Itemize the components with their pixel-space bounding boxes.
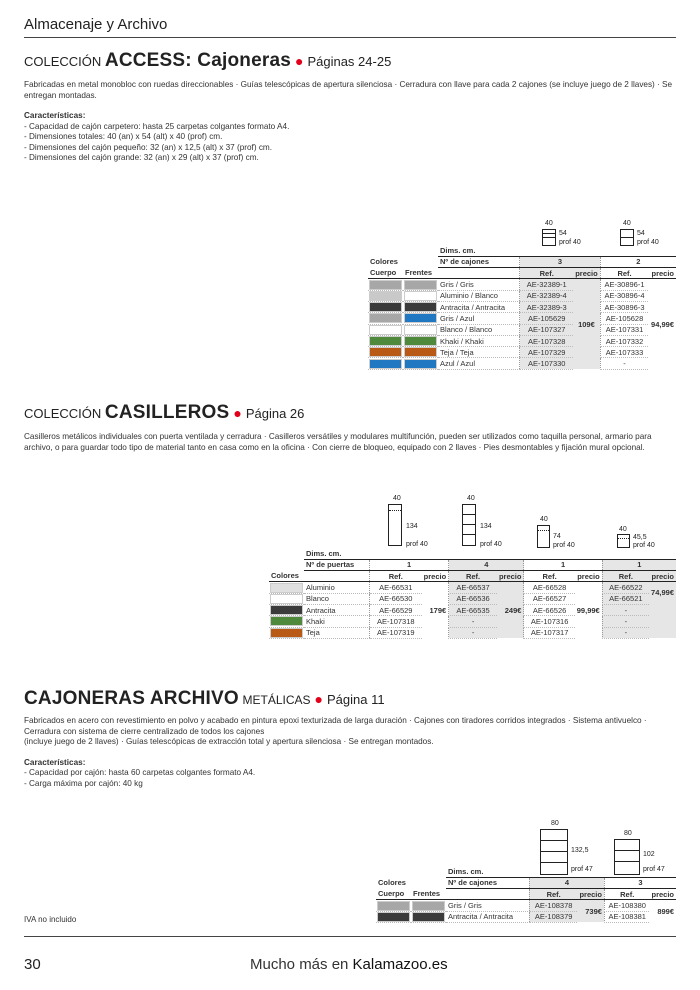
colores-label: Colores bbox=[378, 878, 406, 888]
swatch-block bbox=[404, 280, 437, 290]
access-feature: - Dimensiones del cajón pequeño: 32 (an) x 12,5 (alt) x 37 (prof) cm. bbox=[24, 142, 273, 152]
swatch-block bbox=[412, 901, 445, 911]
archivo-title: CAJONERAS ARCHIVO bbox=[24, 688, 239, 709]
color-name: Teja bbox=[304, 627, 369, 638]
ref-value: - bbox=[602, 616, 649, 627]
ref-value: - bbox=[602, 604, 649, 615]
dim-width: 40 bbox=[623, 220, 631, 227]
precio-header: precio bbox=[573, 268, 600, 279]
table-row bbox=[269, 627, 676, 638]
swatch-block bbox=[369, 302, 402, 312]
ref-value: AE-108378 bbox=[529, 900, 577, 911]
color-swatch bbox=[403, 347, 438, 358]
swatch-block bbox=[404, 347, 437, 357]
color-swatch bbox=[269, 593, 304, 604]
swatch-block bbox=[404, 291, 437, 301]
count-value: 4 bbox=[529, 877, 604, 888]
ref-value: AE-108380 bbox=[604, 900, 649, 911]
ref-value: AE-107330 bbox=[520, 358, 573, 369]
ref-value: AE-66527 bbox=[524, 593, 575, 604]
color-name: Gris / Gris bbox=[446, 900, 529, 911]
slogan-brand: Kalamazoo.es bbox=[352, 956, 448, 973]
ref-value: AE-107317 bbox=[524, 627, 575, 638]
precio-header: precio bbox=[649, 889, 676, 900]
access-title: ACCESS: Cajoneras bbox=[104, 50, 291, 71]
ref-value: AE-107316 bbox=[524, 616, 575, 627]
color-swatch bbox=[403, 313, 438, 324]
dim-height: 45,5 bbox=[633, 534, 647, 541]
swatch-block bbox=[270, 594, 303, 604]
header-divider bbox=[24, 37, 676, 38]
ref-value: AE-30896-4 bbox=[600, 290, 648, 301]
red-dot-icon: ● bbox=[294, 53, 304, 69]
dims-label: Dims. cm. bbox=[440, 245, 476, 255]
color-swatch bbox=[368, 324, 403, 335]
count-value: 1 bbox=[369, 559, 448, 570]
dims-label: Dims. cm. bbox=[306, 548, 342, 558]
dim-width: 80 bbox=[624, 830, 632, 837]
table-row bbox=[368, 279, 676, 290]
dim-depth: prof 40 bbox=[480, 541, 502, 548]
color-name: Gris / Azul bbox=[438, 313, 520, 324]
ref-value: AE-32389-1 bbox=[520, 279, 573, 290]
ref-value: AE-66529 bbox=[369, 604, 421, 615]
access-feature: - Dimensiones del cajón grande: 32 (an) x 29 (alt) x 37 (prof) cm. bbox=[24, 153, 259, 162]
swatch-block bbox=[369, 280, 402, 290]
swatch-block bbox=[369, 313, 402, 323]
count-value: 1 bbox=[602, 559, 676, 570]
color-swatch bbox=[376, 900, 411, 911]
precio-header: precio bbox=[648, 268, 676, 279]
ref-value: AE-108379 bbox=[529, 911, 577, 922]
ref-value: - bbox=[449, 627, 497, 638]
table-row bbox=[368, 301, 676, 312]
swatch-block bbox=[270, 616, 303, 626]
archivo-pages: Página 11 bbox=[327, 692, 385, 707]
ref-value: AE-107319 bbox=[369, 627, 421, 638]
dim-height: 54 bbox=[637, 230, 645, 237]
swatch-block bbox=[404, 336, 437, 346]
color-swatch bbox=[403, 279, 438, 290]
dim-depth: prof 40 bbox=[406, 541, 428, 548]
color-swatch bbox=[269, 616, 304, 627]
price-value: 739€ bbox=[577, 900, 604, 923]
color-swatch bbox=[411, 911, 446, 922]
color-swatch bbox=[403, 324, 438, 335]
swatch-block bbox=[377, 901, 410, 911]
count-label: Nº de cajones bbox=[438, 256, 520, 267]
color-swatch bbox=[411, 900, 446, 911]
dim-width: 40 bbox=[545, 220, 553, 227]
color-name: Antracita / Antracita bbox=[446, 911, 529, 922]
ref-value: AE-107331 bbox=[600, 324, 648, 335]
dim-depth: prof 40 bbox=[559, 239, 581, 246]
table-row bbox=[269, 582, 676, 593]
casilleros-section-title bbox=[24, 402, 304, 424]
dim-depth: prof 47 bbox=[571, 866, 593, 873]
swatch-block bbox=[270, 605, 303, 615]
casilleros-product-table bbox=[269, 548, 676, 639]
color-swatch bbox=[269, 604, 304, 615]
color-swatch bbox=[403, 301, 438, 312]
swatch-block bbox=[404, 302, 437, 312]
count-value: 3 bbox=[520, 256, 600, 267]
swatch-block bbox=[369, 336, 402, 346]
swatch-block bbox=[369, 291, 402, 301]
dim-depth: prof 40 bbox=[633, 542, 655, 549]
ref-value: - bbox=[602, 627, 649, 638]
count-value: 2 bbox=[600, 256, 676, 267]
dim-width: 40 bbox=[467, 495, 475, 502]
color-name: Aluminio bbox=[304, 582, 369, 593]
cuerpo-label: Cuerpo bbox=[376, 889, 411, 900]
color-name: Antracita / Antracita bbox=[438, 301, 520, 312]
casilleros-pages: Página 26 bbox=[245, 406, 305, 421]
ref-header: Ref. bbox=[520, 268, 573, 279]
swatch-block bbox=[369, 359, 402, 369]
dim-height: 134 bbox=[406, 523, 418, 530]
footer-divider bbox=[24, 936, 676, 937]
color-name: Teja / Teja bbox=[438, 347, 520, 358]
dim-height: 132,5 bbox=[571, 847, 589, 854]
color-swatch bbox=[368, 290, 403, 301]
ref-header: Ref. bbox=[529, 889, 577, 900]
ref-value: AE-107333 bbox=[600, 347, 648, 358]
colores-label: Colores bbox=[370, 257, 398, 267]
table-row bbox=[368, 313, 676, 324]
count-value: 1 bbox=[524, 559, 602, 570]
slogan-prefix: Mucho más en bbox=[250, 956, 353, 973]
archivo-product-table bbox=[376, 866, 676, 923]
swatch-block bbox=[404, 359, 437, 369]
dim-width: 40 bbox=[393, 495, 401, 502]
swatch-block bbox=[377, 912, 410, 922]
color-swatch bbox=[403, 358, 438, 369]
ref-value: AE-32389-4 bbox=[520, 290, 573, 301]
access-description bbox=[24, 80, 684, 164]
color-swatch bbox=[368, 313, 403, 324]
ref-header: Ref. bbox=[602, 571, 649, 582]
ref-value: AE-66536 bbox=[449, 593, 497, 604]
color-name: Antracita bbox=[304, 604, 369, 615]
ref-value: - bbox=[449, 616, 497, 627]
ref-value: AE-105628 bbox=[600, 313, 648, 324]
ref-header: Ref. bbox=[369, 571, 421, 582]
page-number: 30 bbox=[24, 956, 41, 973]
dim-height: 134 bbox=[480, 523, 492, 530]
ref-value: AE-66537 bbox=[449, 582, 497, 593]
precio-header: precio bbox=[575, 571, 602, 582]
precio-header: precio bbox=[422, 571, 449, 582]
table-row bbox=[368, 290, 676, 301]
price-value: 179€ bbox=[429, 605, 447, 615]
casilleros-title: CASILLEROS bbox=[104, 402, 230, 423]
swatch-block bbox=[369, 325, 402, 335]
ref-value: AE-66526 bbox=[524, 604, 575, 615]
dim-width: 80 bbox=[551, 820, 559, 827]
ref-value: AE-107318 bbox=[369, 616, 421, 627]
casilleros-description: Casilleros metálicos individuales con puerta ventilada y cerradura · Casilleros versátiles y modulares multifunción, pueden ser utilizados como taquilla personal, armario para archivo, o para guardar todo tipo de material tanto en casa como en la oficina · Con cierre de bloqueo, equipado con 2 llaves · Pies desmontables y fijación mural opcional. bbox=[24, 432, 652, 452]
color-swatch bbox=[269, 582, 304, 593]
dim-height: 74 bbox=[553, 533, 561, 540]
color-name: Blanco bbox=[304, 593, 369, 604]
ref-value: AE-66531 bbox=[369, 582, 421, 593]
table-row bbox=[376, 900, 676, 911]
frentes-label: Frentes bbox=[411, 889, 446, 900]
swatch-block bbox=[369, 347, 402, 357]
color-swatch bbox=[269, 627, 304, 638]
ref-value: AE-66528 bbox=[524, 582, 575, 593]
color-swatch bbox=[368, 335, 403, 346]
swatch-block bbox=[404, 325, 437, 335]
access-desc-text: Fabricadas en metal monobloc con ruedas direccionables · Guías telescópicas de apertura silenciosa · Cerradura con llave para cada 2 cajones (se incluye juego de 2 llaves) · Se entregan montadas. bbox=[24, 80, 673, 100]
dims-label: Dims. cm. bbox=[448, 866, 484, 876]
ref-value: AE-66522 bbox=[602, 582, 649, 593]
count-label: Nº de cajones bbox=[446, 877, 529, 888]
price-value: 94,99€ bbox=[651, 319, 674, 329]
iva-note: IVA no incluido bbox=[24, 915, 77, 924]
price-value: 109€ bbox=[573, 279, 600, 369]
color-swatch bbox=[368, 347, 403, 358]
ref-value: AE-107328 bbox=[520, 335, 573, 346]
ref-value: - bbox=[600, 358, 648, 369]
ref-value: AE-107327 bbox=[520, 324, 573, 335]
price-value: 99,99€ bbox=[576, 605, 600, 615]
red-dot-icon: ● bbox=[233, 405, 242, 421]
ref-value: AE-66521 bbox=[602, 593, 649, 604]
access-pages: Páginas 24-25 bbox=[307, 54, 392, 69]
ref-value: AE-107332 bbox=[600, 335, 648, 346]
price-value: 249€ bbox=[497, 582, 524, 638]
swatch-block bbox=[270, 628, 303, 638]
table-row bbox=[269, 604, 676, 615]
red-dot-icon: ● bbox=[314, 691, 323, 707]
ref-header: Ref. bbox=[449, 571, 497, 582]
page-header-title: Almacenaje y Archivo bbox=[24, 16, 168, 33]
ref-value: AE-108381 bbox=[604, 911, 649, 922]
access-section-title bbox=[24, 50, 391, 72]
color-name: Aluminio / Blanco bbox=[438, 290, 520, 301]
count-value: 3 bbox=[604, 877, 676, 888]
ref-value: AE-107329 bbox=[520, 347, 573, 358]
price-value: 74,99€ bbox=[649, 582, 676, 638]
color-swatch bbox=[368, 301, 403, 312]
table-row bbox=[368, 347, 676, 358]
ref-header: Ref. bbox=[524, 571, 575, 582]
footer-slogan bbox=[250, 956, 448, 973]
color-name: Khaki bbox=[304, 616, 369, 627]
ref-value: AE-30896-3 bbox=[600, 301, 648, 312]
color-swatch bbox=[376, 911, 411, 922]
archivo-feature: - Capacidad por cajón: hasta 60 carpetas colgantes formato A4. bbox=[24, 768, 256, 777]
access-feature: - Dimensiones totales: 40 (an) x 54 (alt) x 40 (prof) cm. bbox=[24, 132, 223, 141]
swatch-block bbox=[404, 313, 437, 323]
ref-value: AE-66530 bbox=[369, 593, 421, 604]
color-swatch bbox=[368, 358, 403, 369]
ref-value: AE-30896-1 bbox=[600, 279, 648, 290]
table-row bbox=[269, 593, 676, 604]
table-row bbox=[368, 358, 676, 369]
archivo-section-title bbox=[24, 688, 385, 710]
table-row bbox=[368, 335, 676, 346]
dim-depth: prof 47 bbox=[643, 866, 665, 873]
colores-label: Colores bbox=[269, 571, 304, 582]
ref-value: AE-32389-3 bbox=[520, 301, 573, 312]
archivo-subtitle: METÁLICAS bbox=[242, 693, 311, 707]
precio-header: precio bbox=[577, 889, 604, 900]
archivo-description bbox=[24, 716, 680, 789]
access-pre: COLECCIÓN bbox=[24, 54, 102, 69]
dim-height: 54 bbox=[559, 230, 567, 237]
table-row bbox=[376, 911, 676, 922]
price-value: 899€ bbox=[657, 906, 674, 916]
archivo-desc-line: Fabricados en acero con revestimiento en polvo y acabado en pintura epoxi texturizada de larga duración · Cajones con tiradores corridos integrados · Sistema antivuelco · Cerradura con sistema de cierre centralizado de todos los cajones bbox=[24, 716, 647, 736]
ref-header: Ref. bbox=[600, 268, 648, 279]
cuerpo-label: Cuerpo bbox=[368, 268, 403, 279]
access-features-title: Características: bbox=[24, 111, 86, 120]
archivo-feature: - Carga máxima por cajón: 40 kg bbox=[24, 778, 143, 788]
color-swatch bbox=[368, 279, 403, 290]
dim-depth: prof 40 bbox=[637, 239, 659, 246]
table-row bbox=[269, 616, 676, 627]
color-name: Blanco / Blanco bbox=[438, 324, 520, 335]
archivo-desc-line: (incluye juego de 2 llaves) · Guías telescópicas de extracción total y apertura silenciosa · Se entregan montados. bbox=[24, 737, 434, 746]
color-name: Azul / Azul bbox=[438, 358, 520, 369]
color-swatch bbox=[403, 290, 438, 301]
ref-header: Ref. bbox=[604, 889, 649, 900]
casilleros-pre: COLECCIÓN bbox=[24, 406, 102, 421]
precio-header: precio bbox=[649, 571, 676, 582]
count-value: 4 bbox=[449, 559, 524, 570]
color-swatch bbox=[403, 335, 438, 346]
table-row bbox=[368, 324, 676, 335]
ref-value: AE-105629 bbox=[520, 313, 573, 324]
ref-value: AE-66535 bbox=[449, 604, 497, 615]
access-product-table bbox=[368, 245, 676, 370]
color-name: Gris / Gris bbox=[438, 279, 520, 290]
frentes-label: Frentes bbox=[403, 268, 438, 279]
dim-width: 40 bbox=[619, 526, 627, 533]
archivo-features-title: Características: bbox=[24, 757, 86, 767]
swatch-block bbox=[412, 912, 445, 922]
count-label: Nº de puertas bbox=[304, 559, 369, 570]
access-feature: - Capacidad de cajón carpetero: hasta 25 carpetas colgantes formato A4. bbox=[24, 121, 290, 131]
precio-header: precio bbox=[497, 571, 524, 582]
dim-width: 40 bbox=[540, 516, 548, 523]
swatch-block bbox=[270, 583, 303, 593]
dim-height: 102 bbox=[643, 851, 655, 858]
dim-depth: prof 40 bbox=[553, 542, 575, 549]
color-name: Khaki / Khaki bbox=[438, 335, 520, 346]
